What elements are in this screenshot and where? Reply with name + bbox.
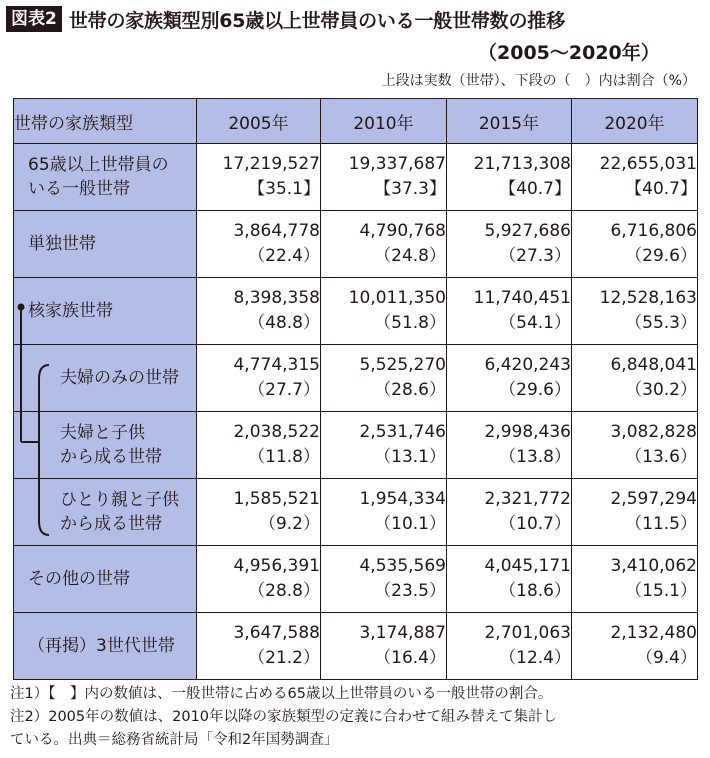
value-cell: [447, 345, 572, 412]
column-header: 世帯の家族類型: [14, 99, 197, 144]
table-row: [14, 144, 698, 211]
share-value: （21.2）: [248, 648, 320, 668]
share-value: （28.8）: [248, 581, 320, 601]
chart-title: 世帯の家族類型別65歳以上世帯員のいる一般世帯数の推移: [68, 9, 565, 32]
table-body: [14, 144, 698, 680]
footnote: 注1）【 】内の数値は、一般世帯に占める65歳以上世帯員のいる一般世帯の割合。: [10, 686, 553, 702]
value-cell: [321, 144, 447, 211]
count-value: 6,420,243: [484, 355, 571, 375]
count-value: 10,011,350: [348, 288, 446, 308]
share-value: （48.8）: [248, 313, 320, 333]
row-category: [14, 613, 197, 680]
row-category: [14, 211, 197, 278]
value-cell: [447, 144, 572, 211]
table-row: [14, 412, 698, 479]
value-cell: [572, 613, 698, 680]
value-cell: [572, 412, 698, 479]
share-value: （29.6）: [625, 246, 697, 266]
category-label: から成る世帯: [60, 514, 162, 534]
table-row: [14, 546, 698, 613]
value-cell: [321, 546, 447, 613]
count-value: 4,774,315: [233, 355, 320, 375]
value-cell: [447, 613, 572, 680]
count-value: 2,998,436: [484, 422, 571, 442]
count-value: 5,927,686: [484, 221, 571, 241]
value-cell: [321, 278, 447, 345]
share-value: （27.3）: [499, 246, 571, 266]
table-row: [14, 278, 698, 345]
category-label: 65歳以上世帯員の: [28, 155, 169, 175]
count-value: 3,082,828: [610, 422, 697, 442]
table-header-row: [14, 99, 698, 144]
value-cell: [321, 345, 447, 412]
category-label: ひとり親と子供: [60, 490, 179, 510]
share-value: （30.2）: [625, 380, 697, 400]
count-value: 4,535,569: [359, 556, 446, 576]
share-value: （29.6）: [499, 380, 571, 400]
column-header: 2010年: [321, 99, 447, 144]
share-value: （11.8）: [248, 447, 320, 467]
share-value: （10.1）: [374, 514, 446, 534]
count-value: 4,956,391: [233, 556, 320, 576]
value-cell: [197, 144, 321, 211]
count-value: 2,321,772: [484, 489, 571, 509]
value-cell: [572, 345, 698, 412]
count-value: 2,701,063: [484, 623, 571, 643]
count-value: 2,038,522: [233, 422, 320, 442]
value-cell: [197, 211, 321, 278]
count-value: 3,864,778: [233, 221, 320, 241]
row-category: [14, 412, 197, 479]
share-value: （54.1）: [499, 313, 571, 333]
value-cell: [321, 613, 447, 680]
column-header: 2020年: [572, 99, 698, 144]
column-header: 2015年: [447, 99, 572, 144]
category-label: から成る世帯: [60, 447, 162, 467]
value-cell: [572, 479, 698, 546]
value-cell: [447, 278, 572, 345]
share-value: 【40.7】: [499, 179, 571, 199]
title-row: [6, 4, 565, 34]
share-value: （23.5）: [374, 581, 446, 601]
table-row: [14, 211, 698, 278]
household-table: [13, 98, 698, 680]
count-value: 21,713,308: [473, 154, 571, 174]
value-cell: [321, 479, 447, 546]
share-value: （18.6）: [499, 581, 571, 601]
row-category: [14, 278, 197, 345]
share-value: （13.6）: [625, 447, 697, 467]
share-value: （10.7）: [499, 514, 571, 534]
row-category: [14, 144, 197, 211]
share-value: （9.2）: [258, 514, 320, 534]
count-value: 8,398,358: [233, 288, 320, 308]
count-value: 19,337,687: [348, 154, 446, 174]
share-value: （27.7）: [248, 380, 320, 400]
count-value: 4,790,768: [359, 221, 446, 241]
row-category: [14, 345, 197, 412]
count-value: 2,597,294: [610, 489, 697, 509]
value-cell: [197, 613, 321, 680]
count-value: 2,531,746: [359, 422, 446, 442]
table-row: [14, 613, 698, 680]
category-label: 核家族世帯: [28, 301, 113, 321]
value-cell: [447, 479, 572, 546]
value-cell: [197, 479, 321, 546]
value-cell: [572, 144, 698, 211]
share-value: （11.5）: [625, 514, 697, 534]
category-label: いる一般世帯: [28, 179, 130, 199]
value-cell: [197, 546, 321, 613]
value-cell: [572, 211, 698, 278]
count-value: 3,647,588: [233, 623, 320, 643]
count-value: 5,525,270: [359, 355, 446, 375]
value-cell: [447, 211, 572, 278]
chart-subtitle: （2005〜2020年）: [478, 42, 660, 64]
value-cell: [572, 278, 698, 345]
share-value: （55.3）: [625, 313, 697, 333]
count-value: 6,716,806: [610, 221, 697, 241]
share-value: （28.6）: [374, 380, 446, 400]
category-label: その他の世帯: [28, 569, 130, 589]
share-value: （15.1）: [625, 581, 697, 601]
count-value: 3,410,062: [610, 556, 697, 576]
category-label: （再掲）3世代世帯: [28, 636, 175, 656]
share-value: （51.8）: [374, 313, 446, 333]
share-value: 【35.1】: [248, 179, 320, 199]
count-value: 1,585,521: [233, 489, 320, 509]
value-cell: [447, 546, 572, 613]
count-value: 12,528,163: [599, 288, 697, 308]
value-cell: [447, 412, 572, 479]
count-value: 17,219,527: [222, 154, 320, 174]
row-category: [14, 479, 197, 546]
count-value: 3,174,887: [359, 623, 446, 643]
value-cell: [197, 412, 321, 479]
count-value: 6,848,041: [610, 355, 697, 375]
share-value: 【40.7】: [625, 179, 697, 199]
category-label: 夫婦と子供: [60, 423, 145, 443]
share-value: （16.4）: [374, 648, 446, 668]
share-value: （24.8）: [374, 246, 446, 266]
value-cell: [197, 278, 321, 345]
count-value: 11,740,451: [473, 288, 571, 308]
count-value: 2,132,480: [610, 623, 697, 643]
share-value: （12.4）: [499, 648, 571, 668]
count-value: 1,954,334: [359, 489, 446, 509]
figure-label: 図表2: [6, 6, 62, 32]
value-cell: [572, 546, 698, 613]
row-category: [14, 546, 197, 613]
share-value: （13.1）: [374, 447, 446, 467]
share-value: （22.4）: [248, 246, 320, 266]
table-row: [14, 479, 698, 546]
category-label: 夫婦のみの世帯: [60, 368, 179, 388]
share-value: （13.8）: [499, 447, 571, 467]
table-row: [14, 345, 698, 412]
footnote: ている。出典＝総務省統計局「令和2年国勢調査」: [10, 732, 339, 748]
value-cell: [321, 412, 447, 479]
column-header: 2005年: [197, 99, 321, 144]
value-cell: [321, 211, 447, 278]
footnotes: [10, 683, 557, 752]
category-label: 単独世帯: [28, 234, 96, 254]
count-value: 4,045,171: [484, 556, 571, 576]
count-value: 22,655,031: [599, 154, 697, 174]
share-value: 【37.3】: [374, 179, 446, 199]
share-value: （9.4）: [635, 648, 697, 668]
value-cell: [197, 345, 321, 412]
unit-note: 上段は実数（世帯）、下段の（ ）内は割合（%）: [381, 73, 696, 89]
footnote: 注2）2005年の数値は、2010年以降の家族類型の定義に合わせて組み替えて集計し: [10, 709, 558, 725]
